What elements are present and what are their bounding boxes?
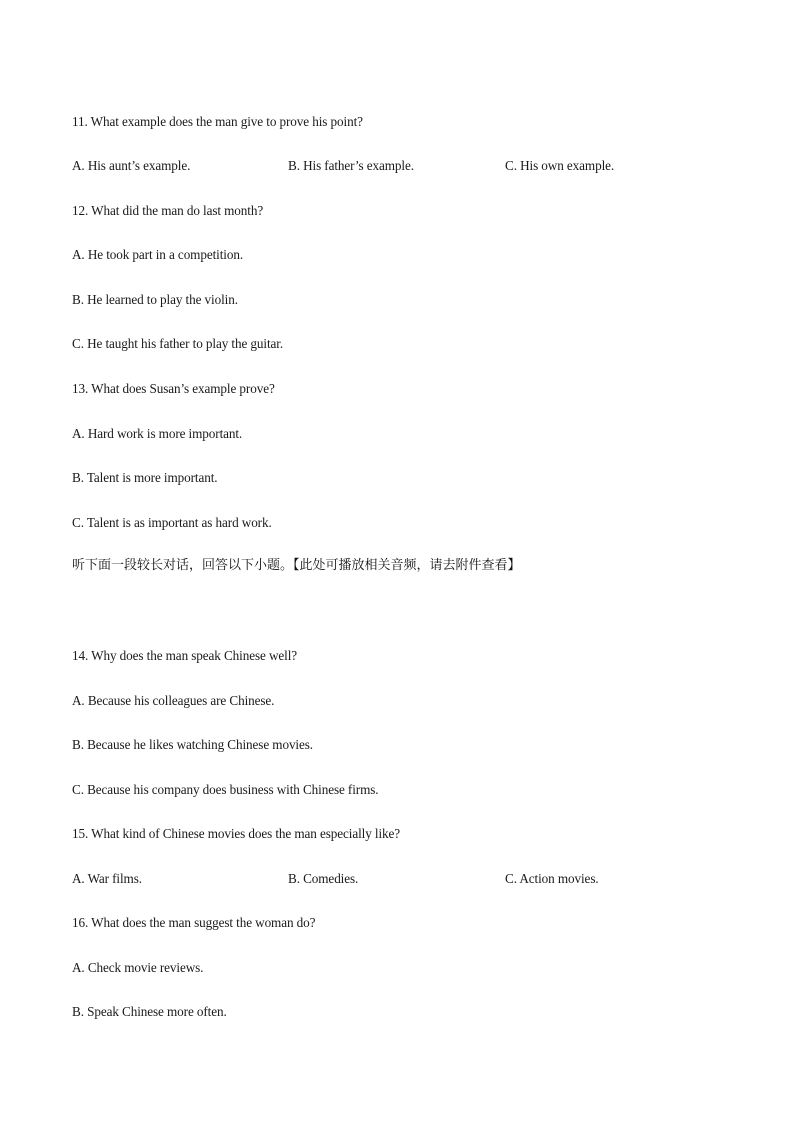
question-14-option-c: C. Because his company does business with Chinese firms. (72, 782, 379, 797)
question-16-option-a: A. Check movie reviews. (72, 960, 204, 975)
question-15-stem: 15. What kind of Chinese movies does the man especially like? (72, 826, 401, 841)
question-15-option-b: B. Comedies. (288, 871, 359, 886)
question-12-option-c: C. He taught his father to play the guitar. (72, 336, 284, 351)
question-12-stem: 12. What did the man do last month? (72, 203, 264, 218)
question-11-option-c: C. His own example. (505, 158, 615, 173)
question-11-stem: 11. What example does the man give to prove his point? (72, 114, 363, 129)
question-13-option-b: B. Talent is more important. (72, 470, 218, 485)
question-14-option-a: A. Because his colleagues are Chinese. (72, 693, 275, 708)
question-13-stem: 13. What does Susan’s example prove? (72, 381, 275, 396)
listening-instruction: 听下面一段较长对话，回答以下小题。【此处可播放相关音频，请去附件查看】 (72, 558, 521, 573)
question-13-option-c: C. Talent is as important as hard work. (72, 515, 272, 530)
question-11-option-a: A. His aunt’s example. (72, 158, 191, 173)
question-12-option-a: A. He took part in a competition. (72, 247, 244, 262)
question-15-option-a: A. War films. (72, 871, 142, 886)
question-13-option-a: A. Hard work is more important. (72, 426, 243, 441)
question-11-option-b: B. His father’s example. (288, 158, 414, 173)
question-12-option-b: B. He learned to play the violin. (72, 292, 238, 307)
question-16-option-b: B. Speak Chinese more often. (72, 1004, 227, 1019)
question-16-stem: 16. What does the man suggest the woman do? (72, 915, 316, 930)
question-14-stem: 14. Why does the man speak Chinese well? (72, 648, 298, 663)
question-14-option-b: B. Because he likes watching Chinese movies. (72, 737, 313, 752)
question-15-option-c: C. Action movies. (505, 871, 599, 886)
